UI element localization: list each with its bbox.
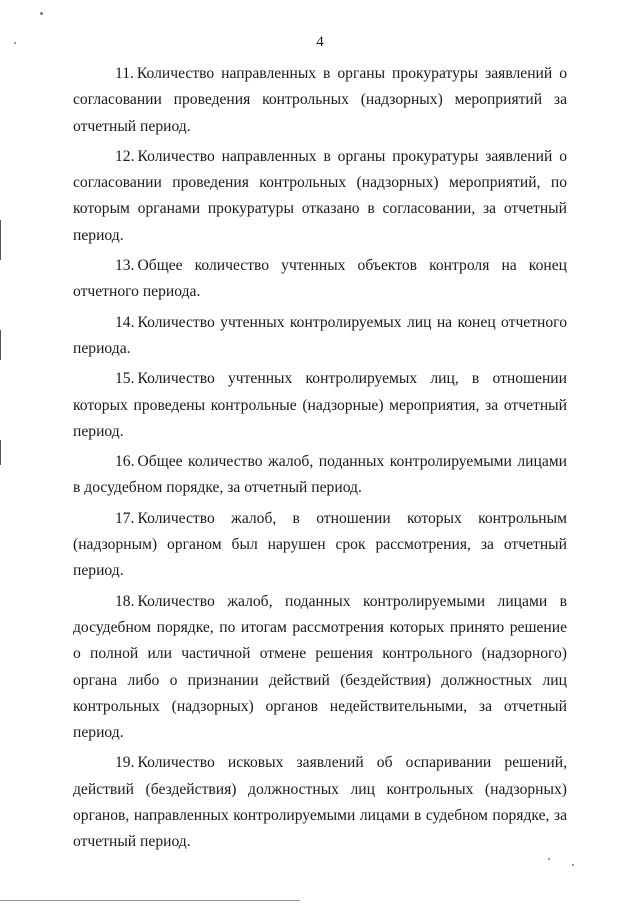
paragraph-16 xyxy=(73,449,567,502)
paragraph-13 xyxy=(73,253,567,306)
document-body xyxy=(73,61,567,860)
paragraph-text: Количество направленных в органы прокуратуры заявлений о согласовании проведения контрольных (надзорных) мероприятий за отчетный период. xyxy=(73,65,567,135)
paragraph-number: 13. xyxy=(115,257,135,275)
paragraph-12 xyxy=(73,144,567,249)
paragraph-number: 17. xyxy=(115,509,135,527)
paragraph-number: 12. xyxy=(115,147,135,165)
scan-edge-mark xyxy=(0,440,1,465)
paragraph-text: Количество жалоб, поданных контролируемыми лицами в досудебном порядке, по итогам рассмотрения которых принято решение о полной или частичной отмене решения контрольного (надзорного) органа либо о признании действий (бездействия) должностных лиц контрольных (надзорных) органов недействительными, за отчетный период. xyxy=(73,592,567,742)
paragraph-number: 14. xyxy=(115,313,135,331)
paragraph-14 xyxy=(73,310,567,363)
scan-bottom-edge xyxy=(0,900,300,901)
scan-speck xyxy=(572,864,574,866)
paragraph-19 xyxy=(73,750,567,855)
paragraph-text: Общее количество учтенных объектов контроля на конец отчетного периода. xyxy=(73,257,567,301)
paragraph-number: 18. xyxy=(115,592,135,610)
paragraph-number: 15. xyxy=(115,370,135,388)
paragraph-text: Общее количество жалоб, поданных контролируемыми лицами в досудебном порядке, за отчетный период. xyxy=(73,453,567,497)
paragraph-17 xyxy=(73,506,567,585)
paragraph-11 xyxy=(73,61,567,140)
scan-edge-mark xyxy=(0,220,1,260)
scan-speck xyxy=(40,12,43,15)
paragraph-18 xyxy=(73,589,567,747)
paragraph-number: 11. xyxy=(115,65,134,82)
paragraph-15 xyxy=(73,366,567,445)
paragraph-text: Количество учтенных контролируемых лиц на конец отчетного периода. xyxy=(73,313,567,357)
paragraph-number: 19. xyxy=(115,754,135,772)
page-number: 4 xyxy=(316,34,324,50)
paragraph-text: Количество направленных в органы прокуратуры заявлений о согласовании проведения контрольных (надзорных) мероприятий, по которым органами прокуратуры отказано в согласовании, за отчетный период. xyxy=(73,147,567,244)
paragraph-number: 16. xyxy=(115,453,135,471)
scan-edge-mark xyxy=(0,330,1,360)
paragraph-text: Количество исковых заявлений об оспаривании решений, действий (бездействия) должностных лиц контрольных (надзорных) органов, направленных контролируемыми лицами в судебном порядке, за отчетный период. xyxy=(73,754,567,851)
paragraph-text: Количество учтенных контролируемых лиц, в отношении которых проведены контрольные (надзорные) мероприятия, за отчетный период. xyxy=(73,370,567,440)
paragraph-text: Количество жалоб, в отношении которых контрольным (надзорным) органом был нарушен срок рассмотрения, за отчетный период. xyxy=(73,509,567,580)
